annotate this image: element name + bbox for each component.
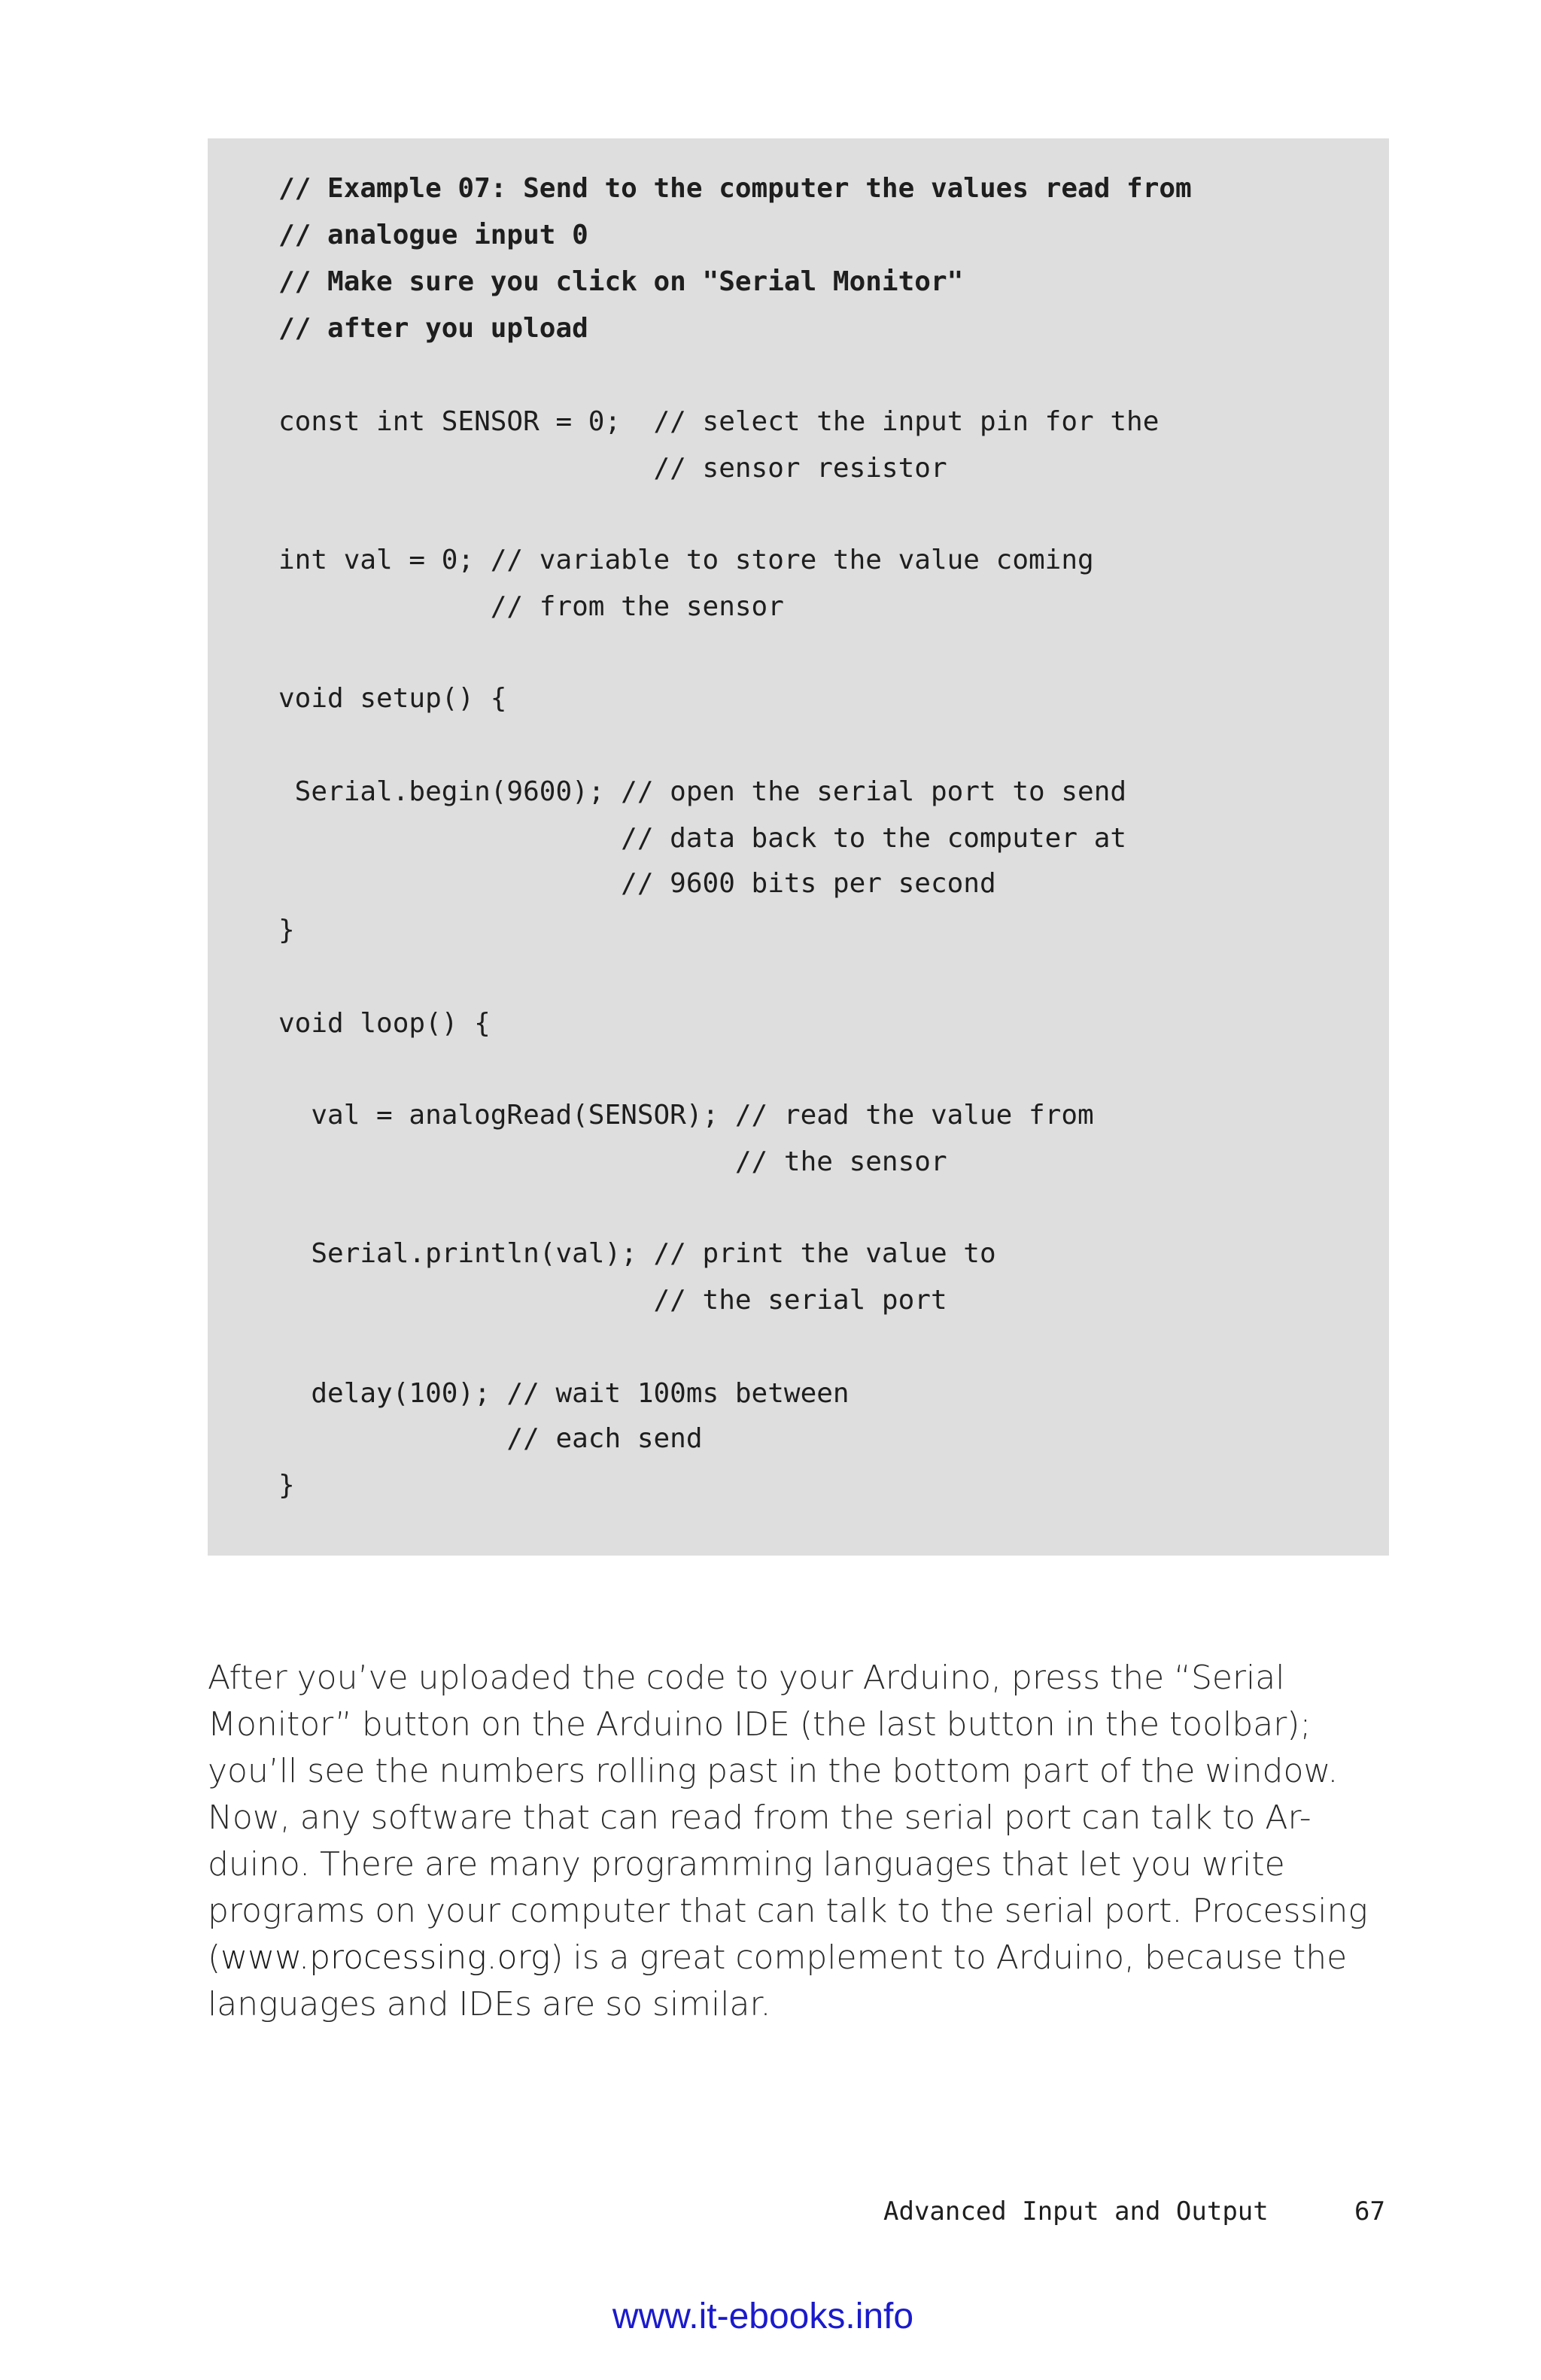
- watermark-link[interactable]: www.it-ebooks.info: [612, 2297, 914, 2336]
- code-line: // data back to the computer at: [278, 823, 1127, 854]
- code-line: Serial.println(val); // print the value to: [278, 1238, 996, 1269]
- code-line: int val = 0; // variable to store the value coming: [278, 545, 1094, 575]
- paragraph-line: you’ll see the numbers rolling past in the bottom part of the window.: [208, 1752, 1339, 1790]
- paragraph-line: [208, 1935, 1397, 1981]
- paragraph-line: Now, any software that can read from the serial port can talk to Ar-: [208, 1799, 1312, 1837]
- code-line: // sensor resistor: [278, 453, 947, 484]
- code-line: // from the sensor: [278, 591, 784, 622]
- code-line: void loop() {: [278, 1008, 491, 1039]
- code-line: void setup() {: [278, 683, 507, 714]
- body-paragraph: [208, 1655, 1397, 2028]
- code-line: // the serial port: [278, 1285, 947, 1316]
- paragraph-line: programs on your computer that can talk to the serial port. Processing: [208, 1892, 1368, 1930]
- processing-link[interactable]: www.processing.org: [220, 1938, 551, 1977]
- paragraph-line: languages and IDEs are so similar.: [208, 1985, 771, 2023]
- code-listing: [208, 138, 1389, 1556]
- paragraph-text: ) is a great complement to Arduino, because the: [550, 1938, 1348, 1977]
- code-line: // each send: [278, 1423, 703, 1454]
- code-line: // Example 07: Send to the computer the values read from: [278, 173, 1192, 204]
- paragraph-line: Monitor” button on the Arduino IDE (the last button in the toolbar);: [208, 1705, 1312, 1744]
- paragraph-line: duino. There are many programming languages that let you write: [208, 1845, 1285, 1884]
- page-number: 67: [1354, 2196, 1385, 2227]
- paren-open: (: [208, 1938, 221, 1977]
- code-line: // after you upload: [278, 313, 588, 344]
- code-line: delay(100); // wait 100ms between: [278, 1378, 850, 1409]
- code-line: // 9600 bits per second: [278, 868, 996, 899]
- code-line: Serial.begin(9600); // open the serial port to send: [278, 776, 1127, 807]
- code-line: }: [278, 1470, 295, 1501]
- code-line: // analogue input 0: [278, 220, 588, 250]
- running-footer-title: Advanced Input and Output: [883, 2196, 1269, 2227]
- code-line: // Make sure you click on "Serial Monitor": [278, 266, 964, 297]
- code-line: }: [278, 915, 295, 946]
- code-line: val = analogRead(SENSOR); // read the value from: [278, 1100, 1094, 1131]
- code-line: // the sensor: [278, 1146, 947, 1177]
- paragraph-line: After you’ve uploaded the code to your Arduino, press the “Serial: [208, 1659, 1285, 1697]
- code-line: const int SENSOR = 0; // select the input pin for the: [278, 406, 1160, 437]
